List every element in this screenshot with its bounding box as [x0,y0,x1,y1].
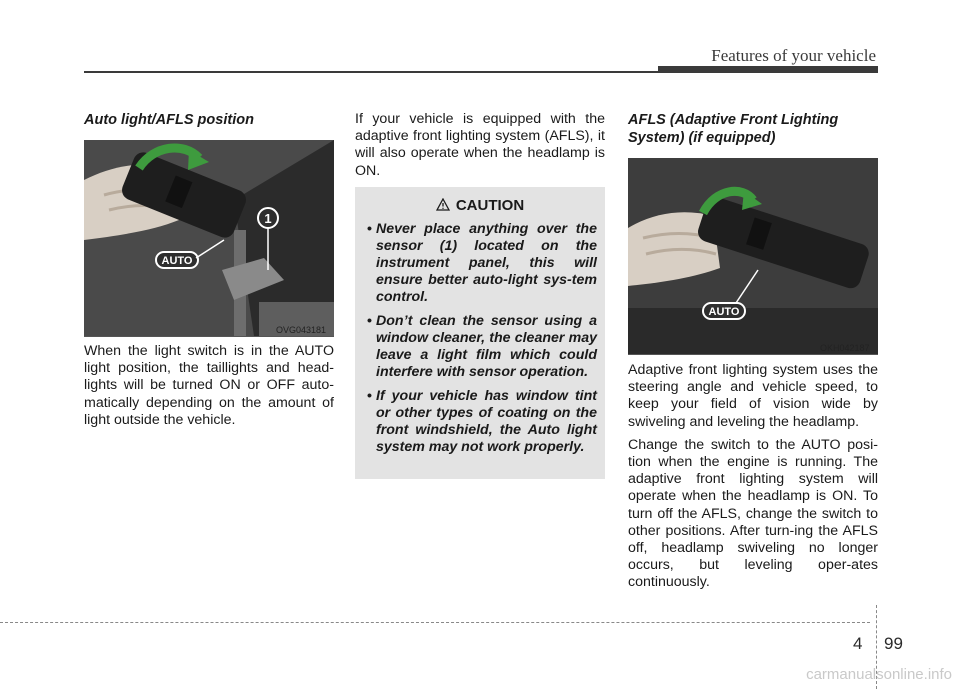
caution-box [355,187,605,479]
auto-light-paragraph: When the light switch is in the AUTO light position, the taillights and head-lights will be turned ON or OFF auto-matically depending on the amount of light outside the vehicle. [84,343,334,428]
section-heading-auto-light: Auto light/AFLS position [84,112,254,128]
auto-label: AUTO [161,255,193,267]
sensor-marker: 1 [264,211,272,226]
auto-label: AUTO [708,306,740,318]
figure-rule [84,336,334,337]
caution-title: CAUTION [455,197,525,214]
afls-description [628,362,878,598]
figure-code-left: OVG043181 [276,325,327,335]
watermark: carmanualsonline.info [806,666,952,683]
afls-intro-paragraph: If your vehicle is equipped with the adaptive front lighting system (AFLS), it will also operate when the headlamp is ON. [355,111,605,179]
figure-rule [628,354,878,355]
header-rule [84,71,878,73]
figure-code-right: OKH042187 [820,343,870,353]
caution-item: • Don’t clean the sensor using a window cleaner, the cleaner may leave a light film which could interfere with sensor operation. [367,313,597,381]
caution-list [367,221,597,463]
chapter-number: 4 [853,634,863,653]
afls-paragraph-2: Change the switch to the AUTO posi-tion when the engine is running. The adaptive front lighting system will operate when the headlamp is ON. To turn off the AFLS, change the switch to other positions. After turn-ing the AFLS off, headlamp swiveling no longer occurs, but leveling oper-ates continuously. [628,436,878,591]
footer-rule [0,622,870,623]
caution-heading [355,197,605,214]
figure-afls-switch [628,158,878,354]
caution-item: • If your vehicle has window tint or other types of coating on the front windshield, the Auto light system may not work properly. [367,388,597,456]
warning-icon [436,198,450,211]
page-number: 99 [884,634,903,653]
auto-light-description [84,343,334,435]
running-header: Features of your vehicle [711,46,876,65]
caution-item: • Never place anything over the sensor (1) located on the instrument panel, this will ensure better auto-light sys-tem control. [367,221,597,306]
figure-auto-light-switch [84,140,334,336]
afls-intro [355,111,605,186]
afls-photo-illustration [628,158,878,354]
afls-paragraph-1: Adaptive front lighting system uses the steering angle and vehicle speed, to keep your field of vision wide by swiveling and leveling the headlamp. [628,362,878,430]
section-heading-afls: AFLS (Adaptive Front Lighting System) (if equipped) [628,112,839,146]
stalk-photo-illustration [84,140,334,336]
